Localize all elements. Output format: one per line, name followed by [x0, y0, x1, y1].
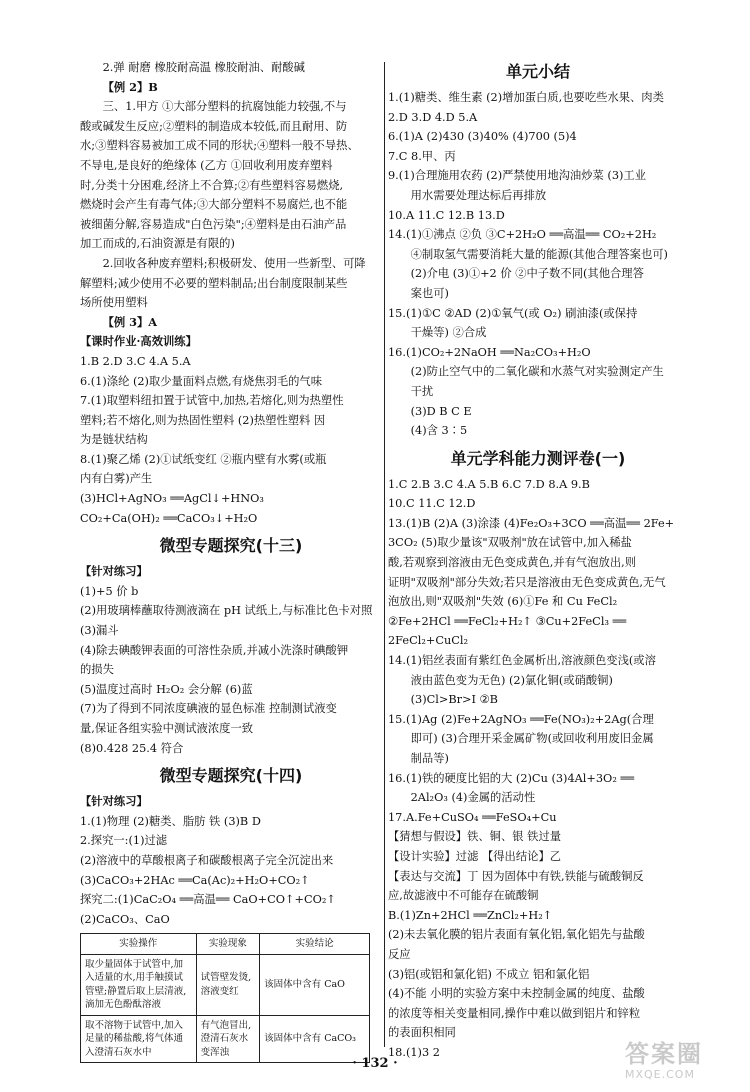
left-column: [80, 58, 382, 1063]
answer-line: 16.(1)铁的硬度比铝的大 (2)Cu (3)4Al+3O₂ ══: [388, 771, 635, 785]
answer-line: 10.C 11.C 12.D: [388, 497, 476, 511]
answer-line: 7.C 8.甲、丙: [388, 149, 456, 163]
answer-line: B.(1)Zn+2HCl ══ZnCl₂+H₂↑: [388, 908, 553, 922]
answer-line: 15.(1)Ag (2)Fe+2AgNO₃ ══Fe(NO₃)₂+2Ag(合理: [388, 712, 654, 726]
answer-line: 17.A.Fe+CuSO₄ ══FeSO₄+Cu: [388, 810, 557, 824]
answer-line: ②Fe+2HCl ══FeCl₂+H₂↑ ③Cu+2FeCl₃ ══: [388, 614, 627, 628]
left-answers-block: [80, 58, 382, 528]
answer-line: (2)CaCO₃、CaO: [80, 912, 170, 926]
section-tag: 【课时作业·高效训练】: [80, 334, 197, 349]
answer-line: 塑料;若不熔化,则为热固性塑料 (2)热塑性塑料 因: [80, 413, 326, 427]
answer-line: 【设计实验】过滤 【得出结论】乙: [388, 849, 562, 863]
answer-line: (5)温度过高时 H₂O₂ 会分解 (6)蓝: [80, 682, 253, 696]
answer-line: 【猜想与假设】铁、铜、银 铁过量: [388, 830, 562, 844]
answer-line: (7)为了得到不同浓度碘液的显色标准 控制测试液变: [80, 702, 337, 716]
answer-line: 时,分类十分困难,经济上不合算;②有些塑料容易燃烧,: [80, 178, 344, 192]
section-heading-14: 微型专题探究(十四): [159, 766, 303, 786]
answer-line: 2.探究一:(1)过滤: [80, 834, 168, 848]
answer-line: 2FeCl₂+CuCl₂: [388, 634, 469, 648]
answer-line: 案也可): [410, 286, 449, 300]
table-cell: 取不溶物于试管中,加入足量的稀盐酸,将气体通入澄清石灰水中: [81, 1015, 197, 1063]
answer-line: 10.A 11.C 12.B 13.D: [388, 208, 505, 222]
answer-line: 6.(1)A (2)430 (3)40% (4)700 (5)4: [388, 130, 577, 144]
answer-line: (3)铝(或铝和氯化铝) 不成立 铝和氯化铝: [388, 967, 590, 981]
answer-line: (3)HCl+AgNO₃ ══AgCl↓+HNO₃: [80, 492, 264, 506]
answer-line: 反应: [388, 947, 411, 961]
answer-line: 量,保证各组实验中测试液浓度一致: [80, 722, 254, 735]
answer-line: 燃烧时会产生有毒气体;③大部分塑料不易腐烂,也不能: [80, 198, 348, 212]
answer-line: 解塑料;减少使用不必要的塑料制品;出台制度限制某些: [80, 276, 348, 290]
section-tag: 【例 3】A: [102, 314, 158, 329]
answer-line: (2)介电 (3)①+2 价 ②中子数不同(其他合理答: [410, 267, 644, 281]
answer-line: 应,故滤液中不可能存在硫酸铜: [388, 889, 539, 903]
answer-line: 14.(1)铝丝表面有紫红色金属析出,溶液颜色变浅(或溶: [388, 654, 656, 668]
answer-line: 三、1.甲方 ①大部分塑料的抗腐蚀能力较强,不与: [102, 100, 347, 114]
answer-line: 1.(1)糖类、维生素 (2)增加蛋白质,也要吃些水果、肉类: [388, 91, 664, 104]
answer-line: 8.(1)聚乙烯 (2)①试纸变红 ②瓶内壁有水雾(或瓶: [80, 452, 327, 466]
experiment-table: [80, 933, 370, 1063]
answer-line: 15.(1)①C ②AD (2)①氧气(或 O₂) 刷油漆(或保持: [388, 306, 638, 320]
answer-line: 的浓度等相关变量相同,操作中难以做到铝片和锌粒: [388, 1006, 641, 1020]
answer-line: 1.(1)物理 (2)糖类、脂肪 铁 (3)B D: [80, 814, 261, 828]
answer-line: 干扰: [410, 384, 434, 398]
watermark-sub-text: MXQE.COM: [625, 1068, 695, 1081]
answer-line: 9.(1)合理施用农药 (2)严禁使用地沟油炒菜 (3)工业: [388, 169, 647, 183]
answer-line: 为是链状结构: [80, 433, 148, 447]
left-answers-block-14: [80, 792, 382, 929]
section-heading-test: 单元学科能力测评卷(一): [450, 448, 626, 468]
right-answers-block-summary: [388, 88, 688, 441]
answer-line: 干燥等) ②合成: [410, 326, 487, 340]
answer-line: (3)漏斗: [80, 624, 119, 638]
answer-line: (4)不能 小明的实验方案中未控制金属的纯度、盐酸: [388, 987, 645, 1001]
answer-line: CO₂+Ca(OH)₂ ══CaCO₃↓+H₂O: [80, 511, 258, 525]
answer-line: (2)防止空气中的二氧化碳和水蒸气对实验测定产生: [410, 365, 664, 379]
answer-line: 6.(1)涤纶 (2)取少量面料点燃,有烧焦羽毛的气味: [80, 374, 323, 388]
table-cell: 有气泡冒出,澄清石灰水变浑浊: [196, 1015, 260, 1063]
table-cell: 取少量固体于试管中,加入适量的水,用手触摸试管壁;静置后取上层清液,滴加无色酚酞溶液: [81, 954, 197, 1015]
answer-line: 3CO₂ (5)取少量该"双吸剂"放在试管中,加入稀盐: [388, 536, 632, 550]
table-row: [81, 954, 370, 1015]
answer-line: 水;③塑料容易被加工成不同的形状;④塑料一般不导热、: [80, 139, 359, 153]
table-header-row: [81, 934, 370, 955]
answer-line: 2.回收各种废弃塑料;积极研发、使用一些新型、可降: [102, 256, 366, 270]
table-header-cell: 实验操作: [81, 934, 197, 955]
table-cell: 试管壁发烫,溶液变红: [196, 954, 260, 1015]
answer-line: 探究二:(1)CaC₂O₄ ══高温══ CaO+CO↑+CO₂↑: [80, 893, 336, 907]
answer-line: 13.(1)B (2)A (3)涂漆 (4)Fe₂O₃+3CO ══高温══ 2Fe+: [388, 516, 675, 530]
answer-line: 【表达与交流】丁 因为固体中有铁,铁能与硫酸铜反: [388, 869, 644, 883]
answer-line: 酸,若观察到溶液由无色变成黄色,并有气泡放出,则: [388, 556, 637, 570]
answer-line: 18.(1)3 2: [388, 1045, 440, 1059]
table-header-cell: 实验现象: [196, 934, 260, 955]
answer-line: 即可) (3)合理开采金属矿物(或回收利用废旧金属: [410, 732, 654, 746]
answer-line: 16.(1)CO₂+2NaOH ══Na₂CO₃+H₂O: [388, 345, 591, 359]
answer-line: (3)CaCO₃+2HAc ══Ca(Ac)₂+H₂O+CO₂↑: [80, 873, 310, 887]
answer-line: 1.C 2.B 3.C 4.A 5.B 6.C 7.D 8.A 9.B: [388, 477, 590, 491]
table-cell: 该固体中含有 CaO: [260, 954, 370, 1015]
answer-line: ④制取氢气需要消耗大量的能源(其他合理答案也可): [410, 247, 668, 261]
right-answers-block-test: [388, 475, 688, 1063]
answer-line: 不导电,是良好的绝缘体 (乙方 ①回收利用废弃塑料: [80, 158, 333, 172]
answer-line: (2)用玻璃棒蘸取待测液滴在 pH 试纸上,与标准比色卡对照: [80, 604, 373, 618]
watermark-main-text: 答案圈: [625, 1040, 703, 1068]
answer-line: 证明"双吸剂"部分失效;若只是溶液由无色变成黄色,无气: [388, 575, 666, 589]
table-header-cell: 实验结论: [260, 934, 370, 955]
column-divider: [384, 62, 385, 1047]
answer-line: (4)含 3∶5: [410, 424, 468, 438]
left-answers-block-13: [80, 562, 382, 758]
watermark-logo: [625, 1040, 735, 1086]
answer-line: (8)0.428 25.4 符合: [80, 741, 184, 755]
answer-line: 2Al₂O₃ (4)金属的活动性: [410, 791, 536, 805]
section-tag: 【针对练习】: [80, 564, 148, 579]
answer-line: 制品等): [410, 752, 449, 765]
answer-line: 场所使用塑料: [80, 296, 148, 310]
answer-line: (2)未去氧化膜的铝片表面有氧化铝,氧化铝先与盐酸: [388, 928, 645, 942]
answer-line: 用水需要处理达标后再排放: [410, 188, 547, 202]
section-tag: 【针对练习】: [80, 794, 148, 809]
answer-line: 泡放出,则"双吸剂"失效 (6)①Fe 和 Cu FeCl₂: [388, 595, 618, 609]
answer-line: 2.弹 耐磨 橡胶耐高温 橡胶耐油、耐酸碱: [102, 61, 305, 74]
answer-line: (3)Cl>Br>I ②B: [410, 693, 498, 707]
answer-line: (4)除去碘酸钾表面的可溶性杂质,并减小洗涤时碘酸钾: [80, 643, 349, 657]
answer-line: 2.D 3.D 4.D 5.A: [388, 110, 478, 124]
answer-line: (1)+5 价 b: [80, 584, 139, 598]
answer-line: 14.(1)①沸点 ②负 ③C+2H₂O ══高温══ CO₂+2H₂: [388, 228, 657, 242]
answer-line: 被细菌分解,容易造成"白色污染";④塑料是由石油产品: [80, 217, 347, 231]
answer-line: 液由蓝色变为无色) (2)氯化铜(或硝酸铜): [410, 673, 613, 687]
answer-line: 1.B 2.D 3.C 4.A 5.A: [80, 354, 191, 368]
page-number: · 132 ·: [352, 1056, 398, 1071]
section-tag: 【例 2】B: [102, 79, 158, 94]
section-heading-13: 微型专题探究(十三): [159, 536, 303, 556]
answer-line: 的表面积相同: [388, 1026, 456, 1040]
answer-line: (2)溶液中的草酸根离子和碳酸根离子完全沉淀出来: [80, 853, 334, 867]
answer-line: (3)D B C E: [410, 404, 472, 418]
answer-line: 内有白雾)产生: [80, 472, 153, 486]
answer-line: 酸或碱发生反应;②塑料的制造成本较低,而且耐用、防: [80, 119, 348, 133]
answer-line: 加工而成的,石油资源是有限的): [80, 237, 235, 251]
answer-line: 的损失: [80, 663, 114, 677]
answer-line: 7.(1)取塑料纽扣置于试管中,加热,若熔化,则为热塑性: [80, 394, 344, 408]
right-column: [388, 58, 688, 1063]
table-cell: 该固体中含有 CaCO₃: [260, 1015, 370, 1063]
section-heading-summary: 单元小结: [505, 62, 570, 81]
